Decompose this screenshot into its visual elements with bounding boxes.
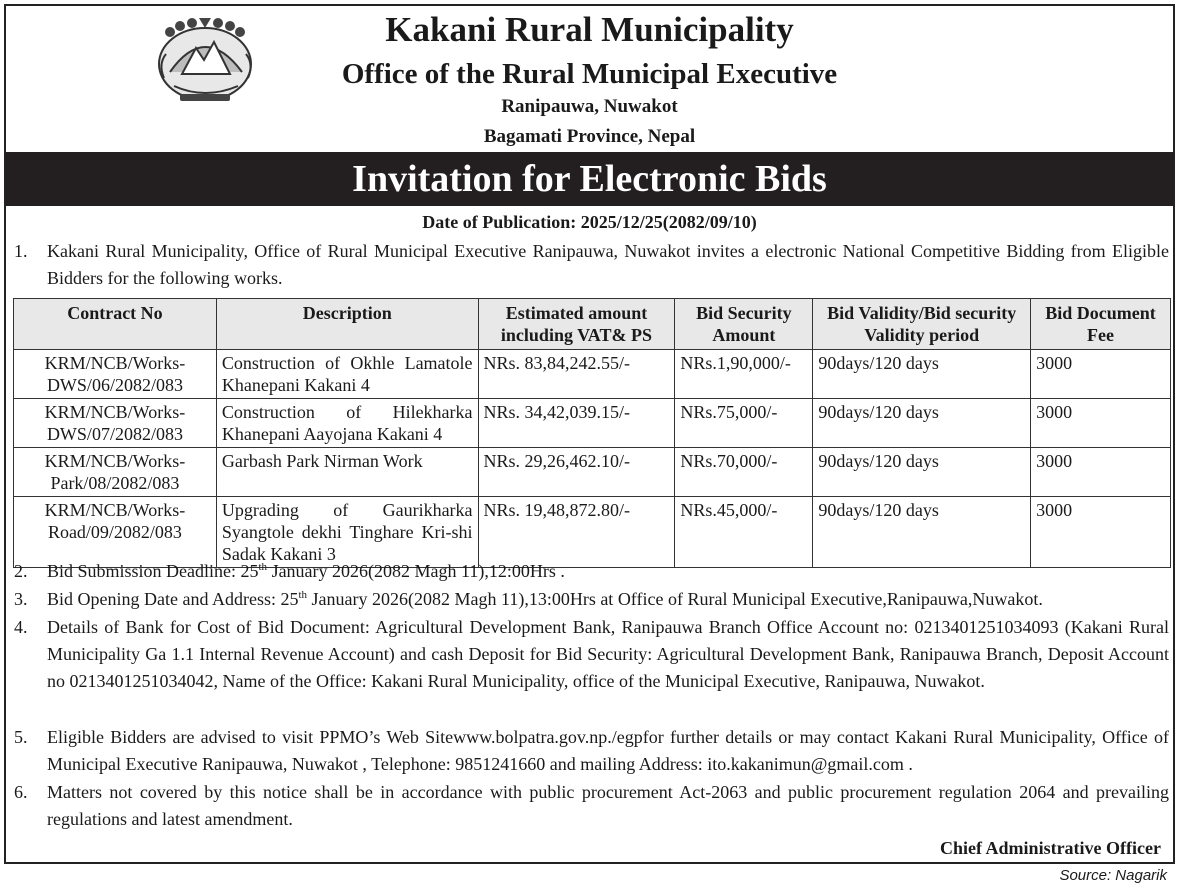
- bid-security: NRs.45,000/-: [675, 497, 813, 568]
- table-header-row: [14, 299, 1171, 350]
- contract-no: KRM/NCB/Works-DWS/07/2082/083: [14, 399, 217, 448]
- item-text: Details of Bank for Cost of Bid Document: Agricultural Development Bank, Ranipauwa Branch Office Account no: 0213401251034093 (Kakani Rural Municipality Ga 1.1 Internal Revenue Account) and cash Deposit for Bid Security: Agricultural Development Bank, Ranipauwa Branch, Deposit Account no 0213401251034042, Name of the Office: Kakani Rural Municipality, office of the Municipal Executive, Ranipauwa, Nuwakot.: [47, 617, 1169, 691]
- bid-security: NRs.1,90,000/-: [675, 350, 813, 399]
- bid-validity: 90days/120 days: [813, 497, 1031, 568]
- header-contract-no: Contract No: [14, 299, 217, 350]
- contract-no: KRM/NCB/Works-Park/08/2082/083: [14, 448, 217, 497]
- address-line-1: Ranipauwa, Nuwakot: [501, 96, 678, 117]
- item-number: 1.: [14, 241, 28, 261]
- bid-validity: 90days/120 days: [813, 448, 1031, 497]
- description: Construction of Hilekharka Khanepani Aayojana Kakani 4: [216, 399, 478, 448]
- description: Upgrading of Gaurikharka Syangtole dekhi Tinghare Kri-shi Sadak Kakani 3: [216, 497, 478, 568]
- municipality-name: Kakani Rural Municipality: [385, 10, 794, 49]
- table-row: [14, 448, 1171, 497]
- item-number: 6.: [14, 782, 28, 802]
- table-row: [14, 399, 1171, 448]
- notice-item-3: [14, 586, 1169, 613]
- publication-date: Date of Publication: 2025/12/25(2082/09/10): [422, 212, 757, 232]
- description: Garbash Park Nirman Work: [216, 448, 478, 497]
- item-number: 4.: [14, 617, 28, 637]
- bid-validity: 90days/120 days: [813, 399, 1031, 448]
- header-document-fee: Bid Document Fee: [1031, 299, 1171, 350]
- document-fee: 3000: [1031, 497, 1171, 568]
- estimated-amount: NRs. 29,26,462.10/-: [478, 448, 675, 497]
- document-fee: 3000: [1031, 448, 1171, 497]
- item-text: Kakani Rural Municipality, Office of Rural Municipal Executive Ranipauwa, Nuwakot invites a electronic National Competitive Bidding from Eligible Bidders for the following works.: [47, 241, 1169, 288]
- item-text: Eligible Bidders are advised to visit PPMO’s Web Sitewww.bolpatra.gov.np./egpfor further details or may contact Kakani Rural Municipality, Office of Municipal Executive Ranipauwa, Nuwakot , Telephone: 9851241660 and mailing Address: ito.kakanimun@gmail.com .: [47, 727, 1169, 774]
- bid-security: NRs.75,000/-: [675, 399, 813, 448]
- estimated-amount: NRs. 34,42,039.15/-: [478, 399, 675, 448]
- title-banner: Invitation for Electronic Bids: [6, 152, 1173, 206]
- header-description: Description: [216, 299, 478, 350]
- office-name: Office of the Rural Municipal Executive: [341, 58, 838, 90]
- header-bid-validity: Bid Validity/Bid security Validity period: [813, 299, 1031, 350]
- item-text-part: Bid Opening Date and Address: 25: [47, 589, 299, 609]
- item-text-part: Bid Submission Deadline: 25: [47, 561, 259, 581]
- signature: Chief Administrative Officer: [940, 838, 1161, 858]
- notice-item-5: [14, 724, 1169, 778]
- notice-item-1: [14, 238, 1169, 292]
- contract-no: KRM/NCB/Works-DWS/06/2082/083: [14, 350, 217, 399]
- document-fee: 3000: [1031, 350, 1171, 399]
- item-text: Matters not covered by this notice shall be in accordance with public procurement Act-2063 and public procurement regulation 2064 and prevailing regulations and latest amendment.: [47, 782, 1169, 829]
- address-line-2: Bagamati Province, Nepal: [483, 126, 696, 147]
- item-text: [47, 586, 1169, 613]
- header-estimated-amount: Estimated amount including VAT& PS: [478, 299, 675, 350]
- table-row: [14, 350, 1171, 399]
- notice-item-2: [14, 558, 1169, 585]
- bid-validity: 90days/120 days: [813, 350, 1031, 399]
- notice-frame: [4, 4, 1175, 864]
- source-credit: Source: Nagarik: [1059, 867, 1167, 884]
- description: Construction of Okhle Lamatole Khanepani Kakani 4: [216, 350, 478, 399]
- header-bid-security: Bid Security Amount: [675, 299, 813, 350]
- item-text-sup: th: [298, 589, 308, 601]
- item-text: [47, 558, 1169, 585]
- item-text-part: January 2026(2082 Magh 11),13:00Hrs at Office of Rural Municipal Executive,Ranipauwa,Nuwakot.: [307, 589, 1043, 609]
- estimated-amount: NRs. 19,48,872.80/-: [478, 497, 675, 568]
- item-number: 3.: [14, 589, 28, 609]
- notice-item-6: [14, 779, 1169, 833]
- item-number: 5.: [14, 727, 28, 747]
- estimated-amount: NRs. 83,84,242.55/-: [478, 350, 675, 399]
- contract-no: KRM/NCB/Works-Road/09/2082/083: [14, 497, 217, 568]
- notice-item-4: [14, 614, 1169, 695]
- table-row: [14, 497, 1171, 568]
- document-fee: 3000: [1031, 399, 1171, 448]
- bid-security: NRs.70,000/-: [675, 448, 813, 497]
- item-text-sup: th: [258, 561, 268, 573]
- bids-table: [13, 298, 1171, 568]
- item-number: 2.: [14, 561, 28, 581]
- item-text-part: January 2026(2082 Magh 11),12:00Hrs .: [267, 561, 565, 581]
